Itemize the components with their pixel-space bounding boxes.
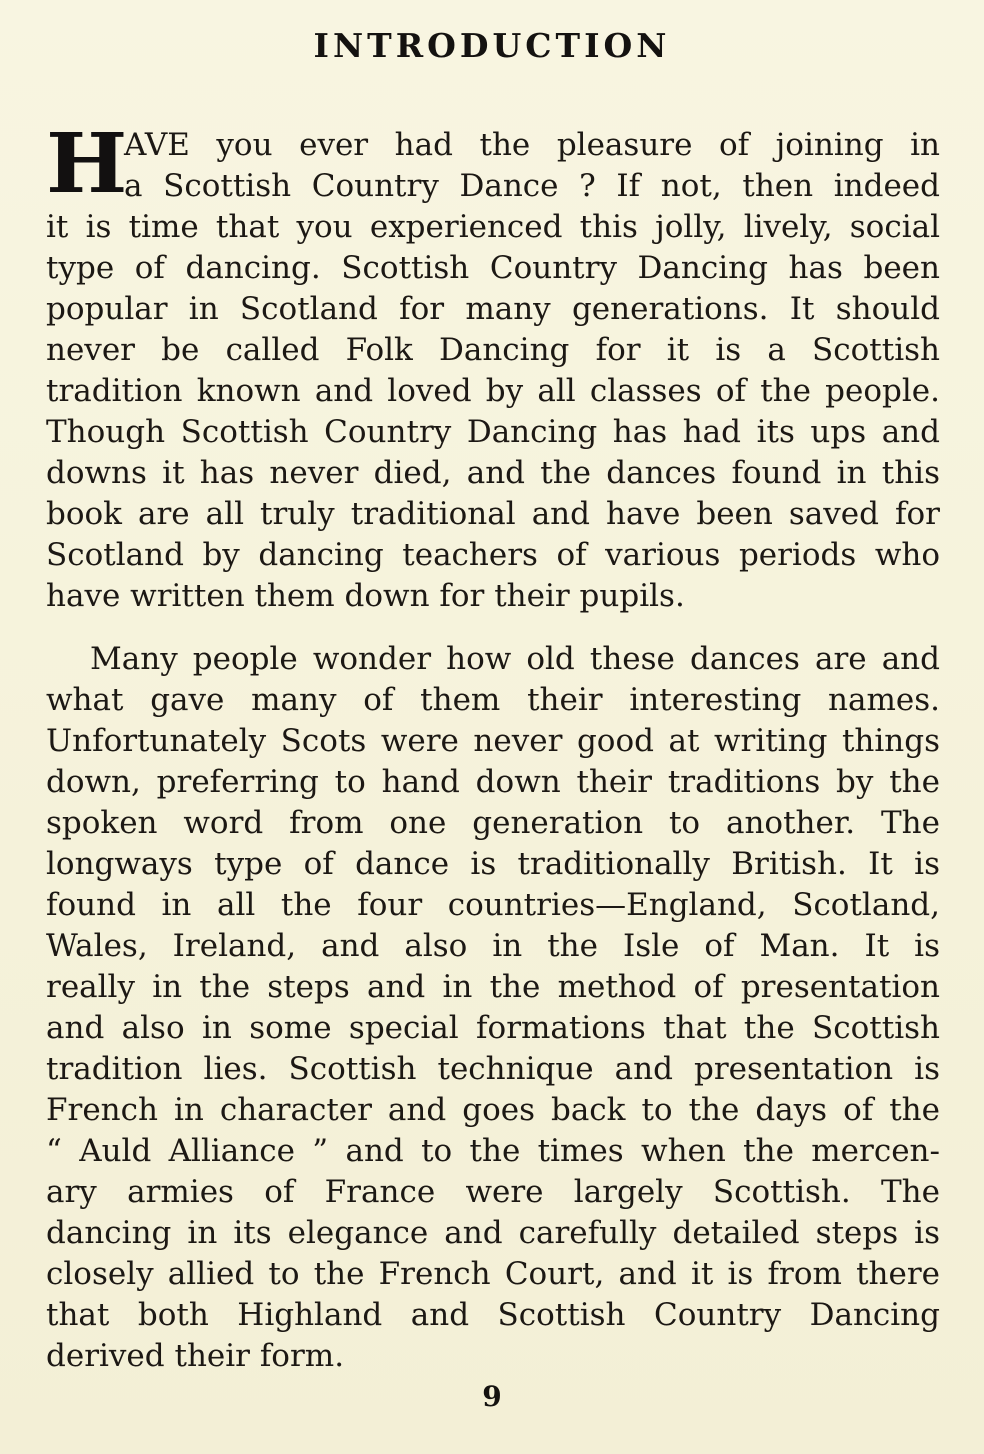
text-line: closely allied to the French Court, and it is from there (46, 1256, 940, 1292)
text-line: AVE you ever had the pleasure of joining in (124, 127, 940, 163)
page-title: INTRODUCTION (313, 26, 671, 65)
text-line: longways type of dance is traditionally British. It is (46, 846, 940, 882)
text-line: tradition known and loved by all classes of the people. (46, 373, 940, 409)
text-line: found in all the four countries—England, Scotland, (46, 887, 940, 923)
text-line: Scotland by dancing teachers of various periods who (46, 537, 940, 573)
text-line: and also in some special formations that the Scottish (46, 1010, 940, 1046)
text-line: down, preferring to hand down their traditions by the (46, 764, 940, 800)
text-line: popular in Scotland for many generations. It should (46, 291, 940, 327)
text-line: Wales, Ireland, and also in the Isle of Man. It is (46, 928, 940, 964)
text-line: a Scottish Country Dance ? If not, then indeed (124, 168, 940, 204)
text-line: have written them down for their pupils. (46, 578, 685, 614)
text-line: dancing in its elegance and carefully detailed steps is (46, 1215, 940, 1251)
text-line: what gave many of them their interesting names. (46, 682, 940, 718)
text-line: downs it has never died, and the dances found in this (46, 455, 940, 491)
text-line: type of dancing. Scottish Country Dancing has been (46, 250, 940, 286)
text-line: really in the steps and in the method of presentation (46, 969, 940, 1005)
text-line: that both Highland and Scottish Country Dancing (46, 1297, 940, 1333)
text-line: Unfortunately Scots were never good at writing things (46, 723, 940, 759)
text-line: spoken word from one generation to another. The (46, 805, 940, 841)
paragraph-2 (46, 639, 940, 1377)
text-line: book are all truly traditional and have been saved for (46, 496, 940, 532)
text-line: French in character and goes back to the days of the (46, 1092, 940, 1128)
text-line: “ Auld Alliance ” and to the times when the mercen- (46, 1133, 940, 1169)
text-line: ary armies of France were largely Scottish. The (46, 1174, 940, 1210)
page-number: 9 (482, 1380, 502, 1413)
paragraph-1 (46, 116, 940, 617)
text-line: never be called Folk Dancing for it is a Scottish (46, 332, 940, 368)
drop-cap: H (46, 116, 128, 212)
text-line: tradition lies. Scottish technique and presentation is (46, 1051, 940, 1087)
text-line: it is time that you experienced this jolly, lively, social (46, 209, 940, 245)
text-line: Though Scottish Country Dancing has had its ups and (46, 414, 940, 450)
text-line: derived their form. (46, 1338, 345, 1374)
text-line: Many people wonder how old these dances are and (90, 641, 940, 677)
